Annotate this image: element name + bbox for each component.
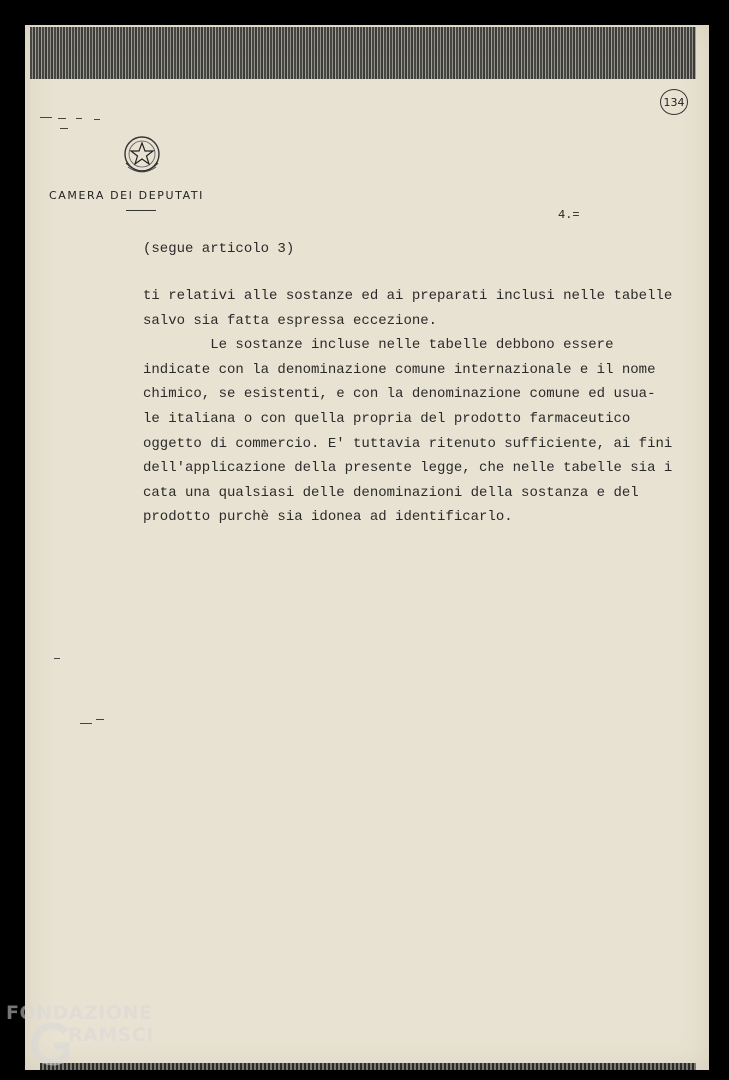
text-line: ti relativi alle sostanze ed ai preparati inclusi nelle tabelle: [143, 288, 673, 304]
text-line: chimico, se esistenti, e con la denominazione comune ed usua-: [143, 386, 656, 403]
watermark-line1: FONDAZIONE: [6, 1002, 153, 1024]
institution-name: CAMERA DEI DEPUTATI: [49, 189, 205, 202]
body-text: [143, 288, 672, 534]
text-line: salvo sia fatta espressa eccezione.: [143, 312, 438, 329]
watermark-line2: RAMSCI: [68, 1024, 154, 1046]
article-heading: (segue articolo 3): [143, 241, 295, 257]
gramsci-logo-icon: [28, 1020, 72, 1068]
text-line: le italiana o con quella propria del prodotto farmaceutico: [143, 410, 631, 427]
italian-republic-emblem-icon: [120, 133, 164, 179]
text-line: indicate con la denominazione comune internazionale e il nome: [143, 361, 656, 378]
text-line: dell'applicazione della presente legge, che nelle tabelle sia i: [143, 460, 673, 477]
scan-edge-top: [30, 27, 696, 79]
page-number: 4.=: [558, 208, 580, 222]
text-line: oggetto di commercio. E' tuttavia ritenuto sufficiente, ai fini: [143, 435, 673, 452]
document-page: [25, 25, 709, 1070]
institution-underline: [126, 210, 156, 211]
fondazione-gramsci-watermark: [6, 1002, 186, 1072]
text-line: cata una qualsiasi delle denominazioni della sostanza e del: [143, 484, 639, 501]
archive-number: 134: [660, 89, 688, 115]
text-line: Le sostanze incluse nelle tabelle debbono essere: [143, 337, 614, 354]
text-line: prodotto purchè sia idonea ad identificarlo.: [143, 509, 513, 526]
